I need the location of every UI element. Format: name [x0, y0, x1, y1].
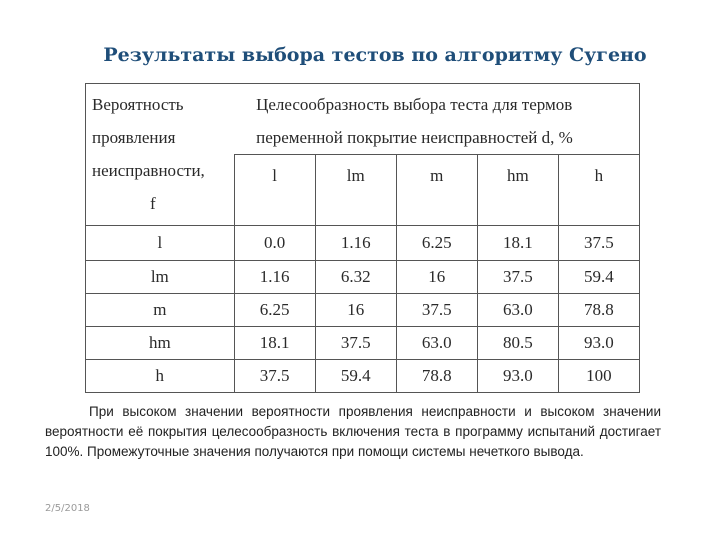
table-row [86, 327, 640, 360]
table-cell: 6.32 [315, 261, 396, 294]
table-cell: 1.16 [315, 226, 396, 261]
row-label: h [86, 360, 235, 393]
table-cell: 93.0 [477, 360, 558, 393]
table-cell: 6.25 [234, 294, 315, 327]
table-cell: 78.8 [558, 294, 639, 327]
table-cell: 37.5 [396, 294, 477, 327]
table-cell: 59.4 [558, 261, 639, 294]
table-cell: 6.25 [396, 226, 477, 261]
table-cell: 63.0 [396, 327, 477, 360]
results-table [85, 83, 640, 393]
corner-header-line: неисправности, [92, 161, 205, 180]
corner-header-line: проявления [92, 128, 176, 147]
column-header: lm [315, 155, 396, 226]
table-cell: 37.5 [477, 261, 558, 294]
table-row [86, 294, 640, 327]
table-cell: 16 [315, 294, 396, 327]
table-cell: 80.5 [477, 327, 558, 360]
slide-title: Результаты выбора тестов по алгоритму Сугено [103, 44, 647, 66]
explanation-text: При высоком значении вероятности проявления неисправности и высоком значении вероятности её покрытия целесообразность включения теста в программу испытаний достигает 100%. Промежуточные значения получаются при помощи системы нечеткого вывода. [45, 404, 661, 459]
table-row [86, 360, 640, 393]
explanation-paragraph [45, 402, 661, 462]
table-cell: 37.5 [558, 226, 639, 261]
table-cell: 1.16 [234, 261, 315, 294]
table-cell: 93.0 [558, 327, 639, 360]
column-header: l [234, 155, 315, 226]
table-cell: 18.1 [477, 226, 558, 261]
column-header: hm [477, 155, 558, 226]
column-header: m [396, 155, 477, 226]
table-cell: 63.0 [477, 294, 558, 327]
group-header-line: переменной покрытие неисправностей d, % [256, 128, 573, 147]
table-cell: 78.8 [396, 360, 477, 393]
table-cell: 16 [396, 261, 477, 294]
table-row [86, 226, 640, 261]
slide-date: 2/5/2018 [45, 503, 90, 514]
table-cell: 18.1 [234, 327, 315, 360]
column-header: h [558, 155, 639, 226]
table-cell: 37.5 [234, 360, 315, 393]
row-label: lm [86, 261, 235, 294]
row-label: hm [86, 327, 235, 360]
row-label: l [86, 226, 235, 261]
group-header-line: Целесообразность выбора теста для термов [256, 95, 573, 114]
corner-header-line: Вероятность [92, 95, 184, 114]
table-header-row [86, 84, 640, 155]
table-row [86, 261, 640, 294]
row-label: m [86, 294, 235, 327]
corner-header-line: f [150, 194, 156, 213]
table-cell: 59.4 [315, 360, 396, 393]
group-header-cell [234, 84, 639, 155]
table-cell: 100 [558, 360, 639, 393]
table-cell: 37.5 [315, 327, 396, 360]
corner-header-cell [86, 84, 235, 226]
table-cell: 0.0 [234, 226, 315, 261]
